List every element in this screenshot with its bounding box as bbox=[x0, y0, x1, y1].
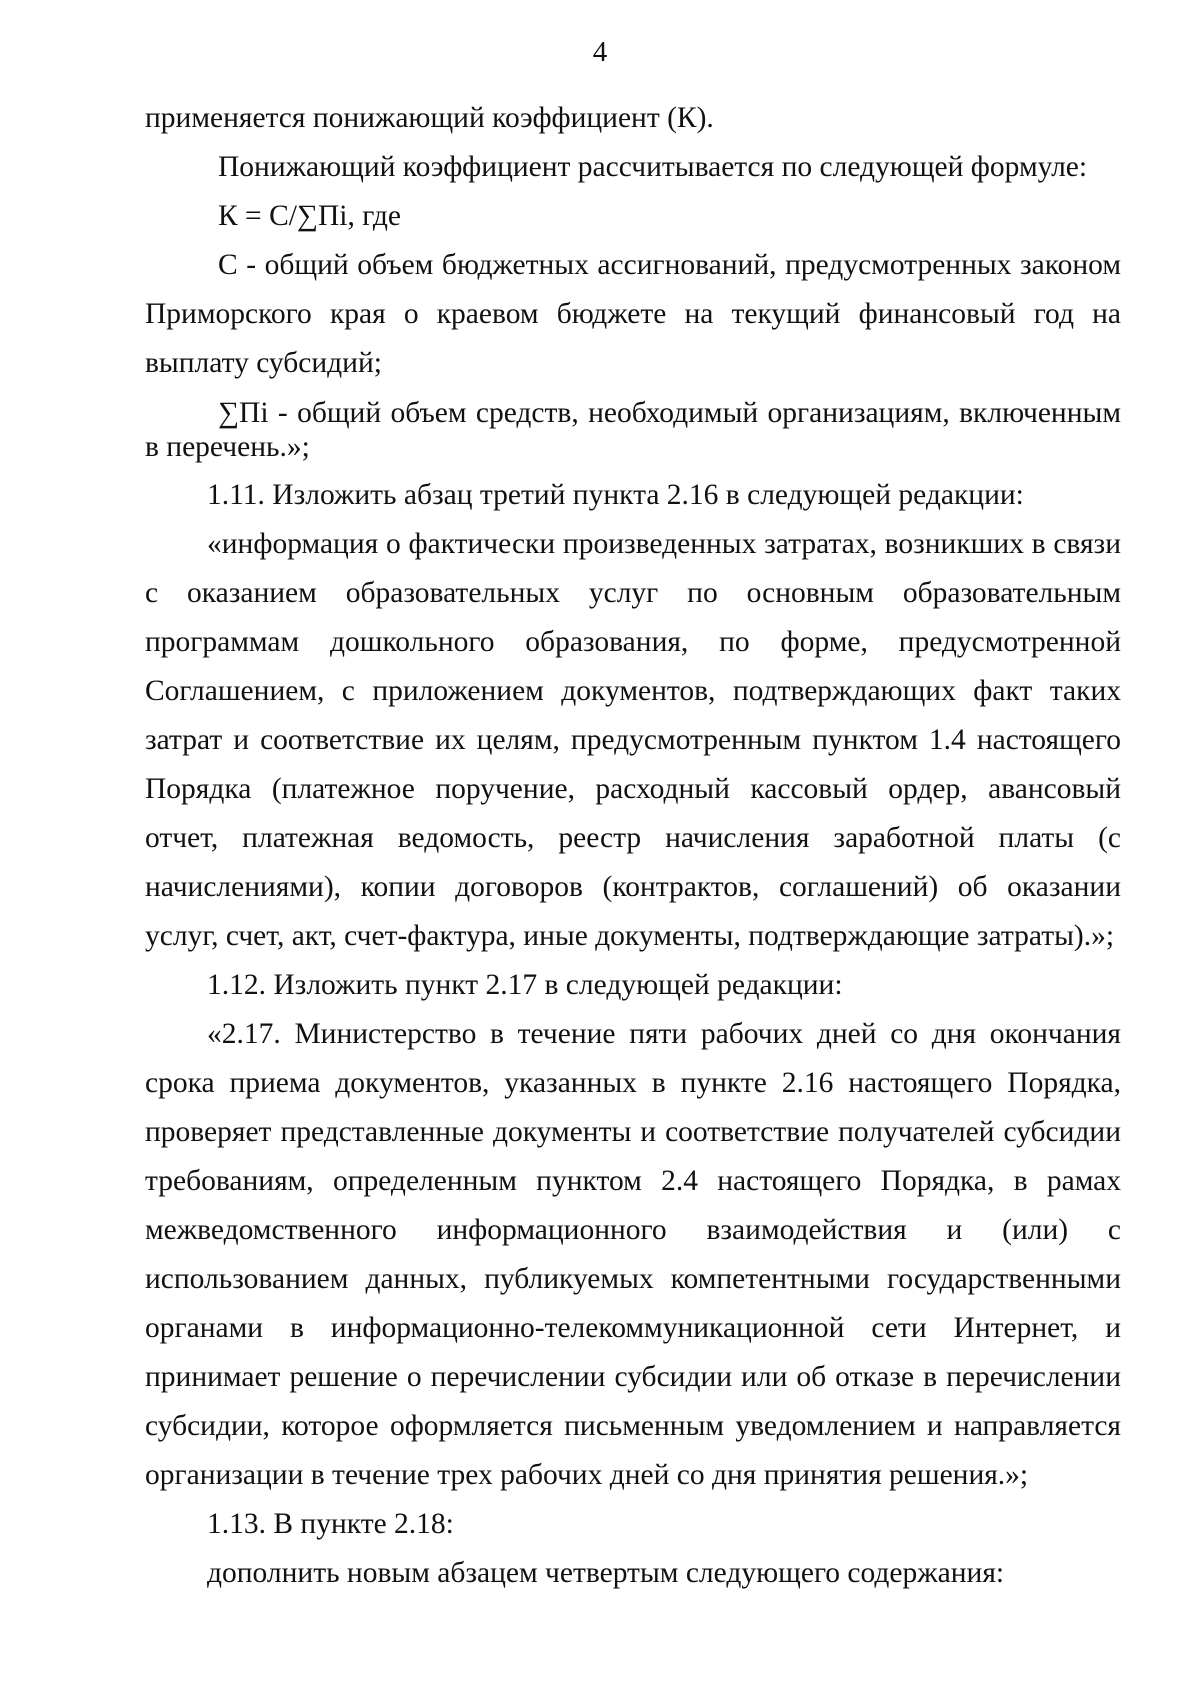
paragraph-formula: К = С/∑Пi, где bbox=[218, 200, 401, 232]
paragraph-supplement: дополнить новым абзацем четвертым следующего содержания: bbox=[207, 1557, 1005, 1589]
paragraph-definition-sum: ∑Пi - общий объем средств, необходимый организациям, включенным в перечень.»; bbox=[145, 397, 1121, 463]
paragraph-continuation: применяется понижающий коэффициент (К). bbox=[145, 102, 714, 134]
page-number: 4 bbox=[592, 36, 608, 68]
paragraph-item-1-13: 1.13. В пункте 2.18: bbox=[207, 1508, 454, 1540]
paragraph-quoted-2-17: «2.17. Министерство в течение пяти рабочих дней со дня окончания срока приема документов, указанных в пункте 2.16 настоящего Порядка, проверяет представленные документы и соответствие получателей субсидии требованиям, определенным пунктом 2.4 настоящего Порядка, в рамах межведомственного информационного взаимодействия и (или) с использованием данных, публикуемых компетентными государственными органами в информационно-телекоммуникационной сети Интернет, и принимает решение о перечислении субсидии или об отказе в перечислении субсидии, которое оформляется письменным уведомлением и направляется организации в течение трех рабочих дней со дня принятия решения.»; bbox=[145, 1018, 1121, 1491]
paragraph-item-1-11: 1.11. Изложить абзац третий пункта 2.16 в следующей редакции: bbox=[207, 479, 1024, 511]
paragraph-item-1-12: 1.12. Изложить пункт 2.17 в следующей редакции: bbox=[207, 969, 843, 1001]
paragraph-formula-intro: Понижающий коэффициент рассчитывается по следующей формуле: bbox=[218, 151, 1088, 183]
paragraph-quoted-information: «информация о фактически произведенных затратах, возникших в связи с оказанием образовательных услуг по основным образовательным программам дошкольного образования, по форме, предусмотренной Соглашением, с приложением документов, подтверждающих факт таких затрат и соответствие их целям, предусмотренным пунктом 1.4 настоящего Порядка (платежное поручение, расходный кассовый ордер, авансовый отчет, платежная ведомость, реестр начисления заработной платы (с начислениями), копии договоров (контрактов, соглашений) об оказании услуг, счет, акт, счет-фактура, иные документы, подтверждающие затраты).»; bbox=[145, 528, 1121, 952]
document-body bbox=[145, 94, 1121, 1598]
paragraph-definition-c: С - общий объем бюджетных ассигнований, предусмотренных законом Приморского края о краевом бюджете на текущий финансовый год на выплату субсидий; bbox=[145, 249, 1121, 379]
